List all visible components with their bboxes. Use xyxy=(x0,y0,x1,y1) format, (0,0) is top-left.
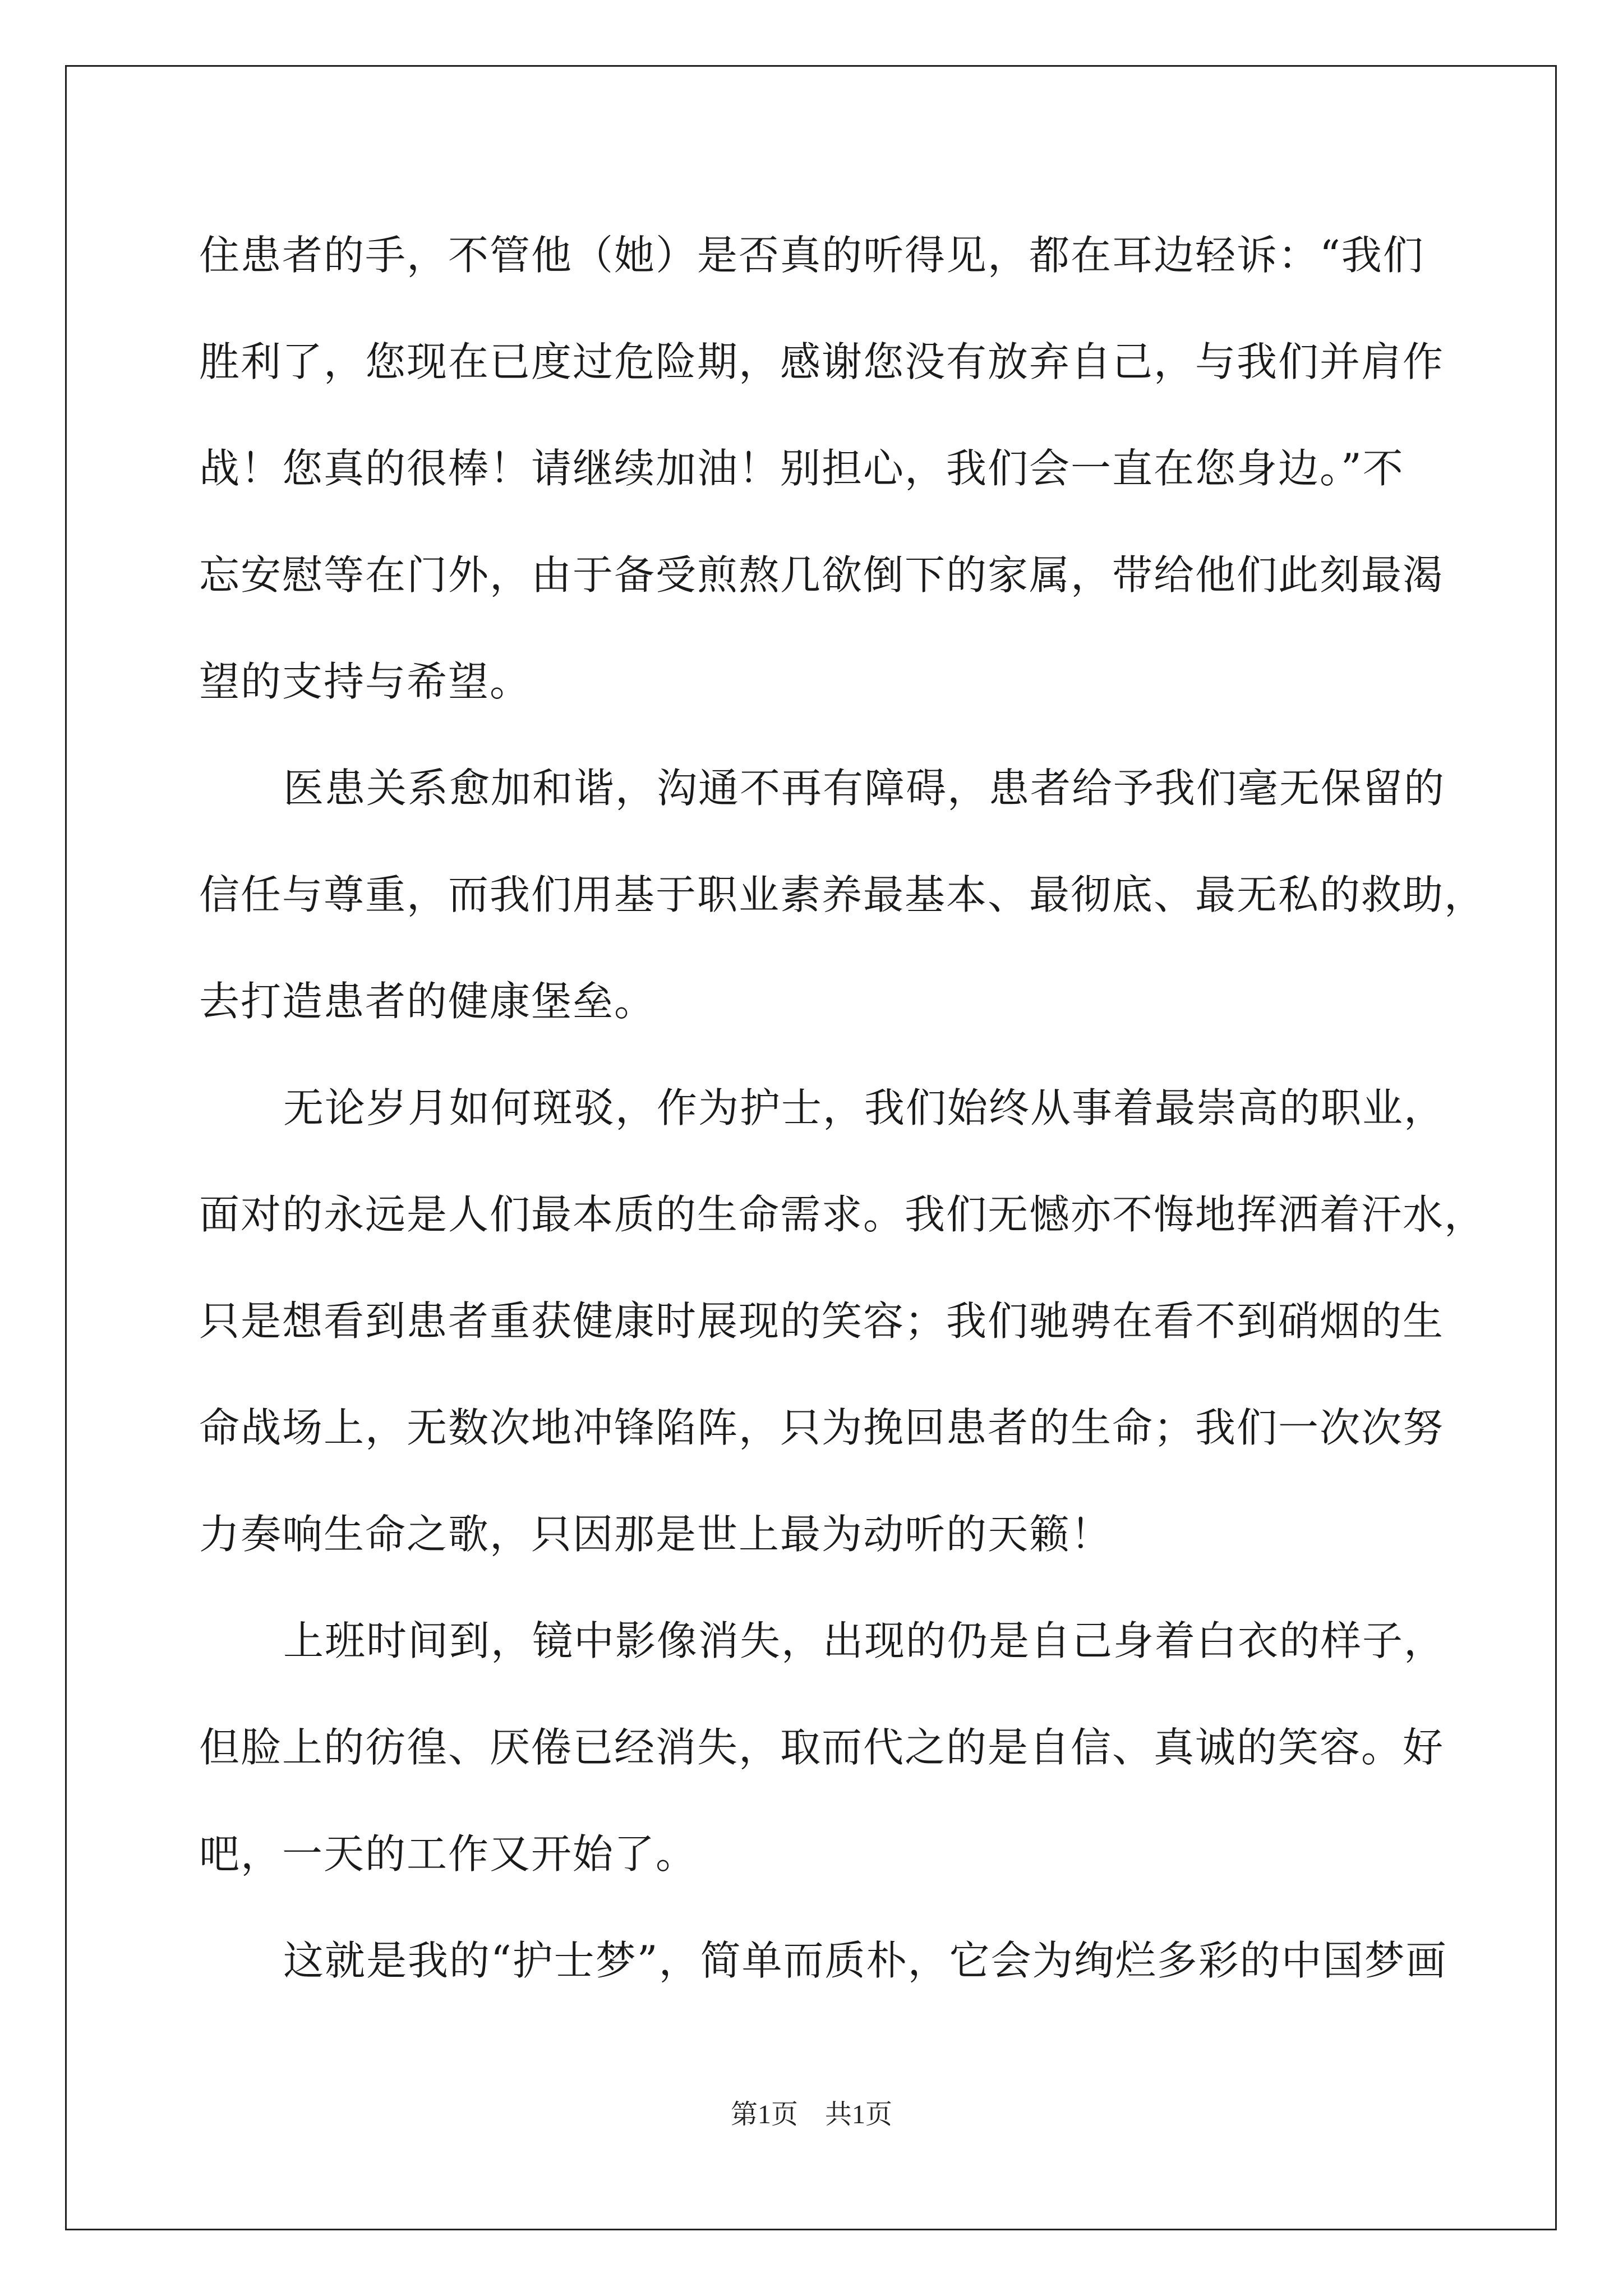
paragraph-start-line: 上班时间到，镜中影像消失，出现的仍是自己身着白衣的样子， xyxy=(283,1617,1446,1664)
text-line: 命战场上，无数次地冲锋陷阵，只为挽回患者的生命；我们一次次努 xyxy=(199,1404,1445,1451)
text-line: 胜利了，您现在已度过危险期，感谢您没有放弃自己，与我们并肩作 xyxy=(199,338,1445,385)
text-line: 只是想看到患者重获健康时展现的笑容；我们驰骋在看不到硝烟的生 xyxy=(199,1297,1445,1345)
text-line: 战！您真的很棒！请继续加油！别担心，我们会一直在您身边。”不 xyxy=(199,445,1404,492)
paragraph-start-line: 医患关系愈加和谐，沟通不再有障碍，患者给予我们毫无保留的 xyxy=(283,765,1446,812)
paragraph-start-line: 这就是我的“护士梦”，简单而质朴，它会为绚烂多彩的中国梦画 xyxy=(283,1937,1447,1984)
document-body xyxy=(199,224,1486,2036)
text-line: 信任与尊重，而我们用基于职业素养最基本、最彻底、最无私的救助， xyxy=(199,871,1486,918)
text-line: 望的支持与希望。 xyxy=(199,658,532,705)
text-line: 但脸上的彷徨、厌倦已经消失，取而代之的是自信、真诚的笑容。好 xyxy=(199,1724,1445,1771)
text-line: 忘安慰等在门外，由于备受煎熬几欲倒下的家属，带给他们此刻最渴 xyxy=(199,551,1445,599)
text-line: 吧，一天的工作又开始了。 xyxy=(199,1830,698,1878)
page-number-footer: 第1页 共1页 xyxy=(730,2100,892,2129)
paragraph-start-line: 无论岁月如何斑驳，作为护士，我们始终从事着最崇高的职业， xyxy=(283,1084,1446,1131)
text-line: 面对的永远是人们最本质的生命需求。我们无憾亦不悔地挥洒着汗水， xyxy=(199,1191,1486,1238)
text-line: 力奏响生命之歌，只因那是世上最为动听的天籁！ xyxy=(199,1511,1113,1558)
text-line: 去打造患者的健康堡垒。 xyxy=(199,978,656,1025)
text-line: 住患者的手，不管他（她）是否真的听得见，都在耳边轻诉：“我们 xyxy=(199,232,1424,279)
